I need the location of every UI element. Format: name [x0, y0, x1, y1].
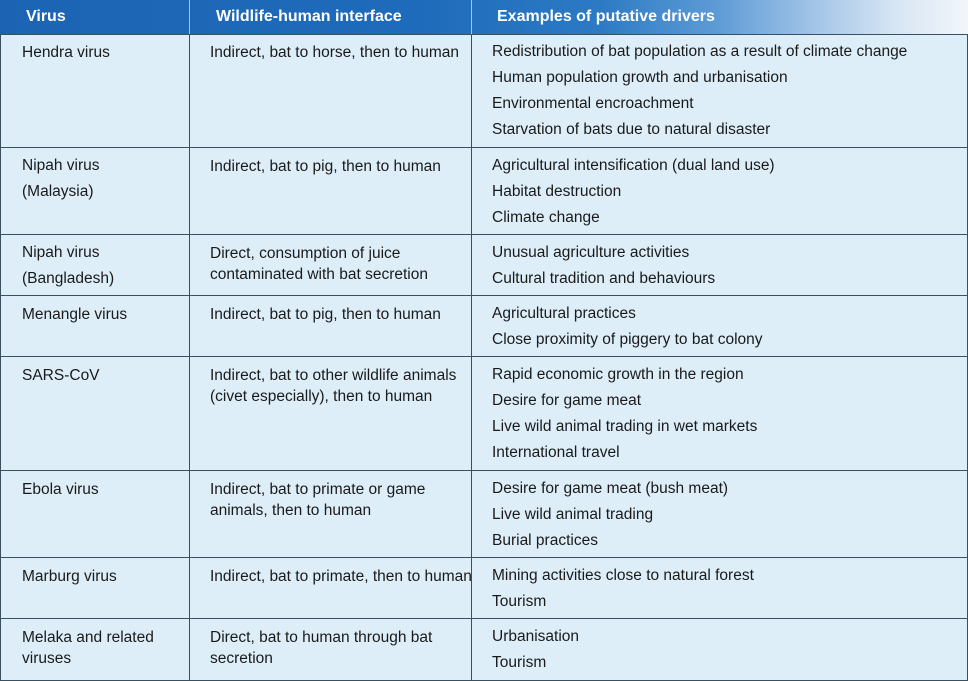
driver-item: Cultural tradition and behaviours: [492, 270, 716, 287]
virus-cell: [22, 304, 127, 325]
interface-cell: [210, 365, 456, 407]
row-divider: [0, 470, 968, 471]
virus-name: Nipah virus: [22, 157, 100, 174]
drivers-cell: [492, 153, 775, 231]
interface-text: Indirect, bat to primate or game: [210, 481, 426, 498]
driver-item: Rapid economic growth in the region: [492, 366, 744, 383]
virus-cell: [22, 365, 100, 386]
interface-text: secretion: [210, 650, 273, 667]
virus-cell: [22, 42, 110, 63]
virus-name: Hendra virus: [22, 44, 110, 61]
interface-cell: [210, 566, 472, 587]
driver-item: Live wild animal trading in wet markets: [492, 418, 758, 435]
header-divider: [189, 0, 190, 34]
drivers-cell: [492, 476, 728, 554]
interface-cell: [210, 479, 425, 521]
row-divider: [0, 618, 968, 619]
interface-cell: [210, 243, 428, 285]
interface-text: contaminated with bat secretion: [210, 266, 428, 283]
virus-subname: (Bangladesh): [22, 270, 115, 287]
column-divider: [189, 34, 190, 681]
interface-text: Direct, consumption of juice: [210, 245, 401, 262]
drivers-cell: [492, 362, 757, 466]
row-divider: [0, 234, 968, 235]
driver-item: Starvation of bats due to natural disaster: [492, 121, 771, 138]
row-divider: [0, 34, 968, 35]
drivers-cell: [492, 563, 754, 615]
driver-item: Redistribution of bat population as a result of climate change: [492, 43, 908, 60]
interface-cell: [210, 156, 441, 177]
driver-item: Desire for game meat: [492, 392, 642, 409]
driver-item: Mining activities close to natural forest: [492, 567, 754, 584]
driver-item: Agricultural practices: [492, 305, 636, 322]
interface-text: Indirect, bat to pig, then to human: [210, 158, 441, 175]
virus-name: Nipah virus: [22, 244, 100, 261]
drivers-cell: [492, 301, 763, 353]
virus-name: SARS-CoV: [22, 367, 100, 384]
virus-name: Menangle virus: [22, 306, 128, 323]
driver-item: Environmental encroachment: [492, 95, 694, 112]
row-divider: [0, 356, 968, 357]
header-virus: Virus: [26, 8, 66, 25]
drivers-cell: [492, 240, 715, 292]
driver-item: Burial practices: [492, 532, 598, 549]
driver-item: Urbanisation: [492, 628, 580, 645]
driver-item: Desire for game meat (bush meat): [492, 480, 729, 497]
row-divider: [0, 147, 968, 148]
interface-text: Indirect, bat to horse, then to human: [210, 44, 460, 61]
virus-cell: [22, 627, 154, 669]
interface-text: Direct, bat to human through bat: [210, 629, 433, 646]
virus-cell: [22, 240, 114, 292]
row-divider: [0, 295, 968, 296]
interface-text: (civet especially), then to human: [210, 388, 433, 405]
interface-cell: [210, 42, 459, 63]
row-divider: [0, 557, 968, 558]
driver-item: Close proximity of piggery to bat colony: [492, 331, 763, 348]
virus-name: Marburg virus: [22, 568, 117, 585]
virus-cell: [22, 153, 100, 205]
header-interface: Wildlife-human interface: [216, 8, 402, 25]
virus-name: Ebola virus: [22, 481, 99, 498]
driver-item: Unusual agriculture activities: [492, 244, 690, 261]
virus-cell: [22, 566, 117, 587]
interface-cell: [210, 304, 441, 325]
interface-text: animals, then to human: [210, 502, 372, 519]
virus-subname: (Malaysia): [22, 183, 94, 200]
driver-item: Tourism: [492, 654, 547, 671]
driver-item: Human population growth and urbanisation: [492, 69, 788, 86]
virus-name: Melaka and related: [22, 629, 154, 646]
interface-text: Indirect, bat to primate, then to human: [210, 568, 472, 585]
driver-item: International travel: [492, 444, 620, 461]
driver-item: Live wild animal trading: [492, 506, 654, 523]
interface-text: Indirect, bat to pig, then to human: [210, 306, 441, 323]
virus-name: viruses: [22, 650, 72, 667]
table-border-left: [0, 34, 1, 681]
header-divider: [471, 0, 472, 34]
interface-text: Indirect, bat to other wildlife animals: [210, 367, 457, 384]
driver-item: Agricultural intensification (dual land use): [492, 157, 775, 174]
drivers-cell: [492, 39, 907, 143]
virus-cell: [22, 479, 99, 500]
driver-item: Tourism: [492, 593, 547, 610]
driver-item: Habitat destruction: [492, 183, 622, 200]
drivers-cell: [492, 624, 579, 676]
header-drivers: Examples of putative drivers: [497, 8, 715, 25]
table-header: [0, 0, 968, 34]
interface-cell: [210, 627, 432, 669]
driver-item: Climate change: [492, 209, 600, 226]
